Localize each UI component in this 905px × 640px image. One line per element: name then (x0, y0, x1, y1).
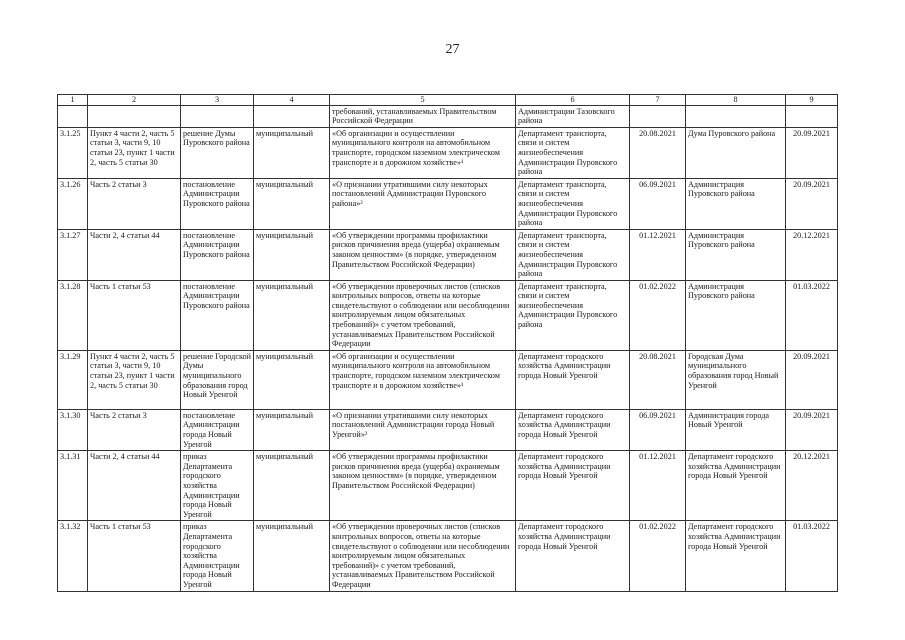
cell-title: «Об организации и осуществлении муниципального контроля на автомобильном транспорте, городском наземном электрическом транспорте и в дорожном хозяйстве»¹ (330, 127, 516, 178)
cell-date-prepare: 01.12.2021 (630, 451, 686, 521)
column-number: 6 (516, 95, 630, 106)
cell-act-type: постановление Администрации города Новый Уренгой (181, 409, 254, 450)
cell-adopting-body: Дума Пуровского района (686, 127, 786, 178)
cell-date-adopt: 20.09.2021 (786, 350, 838, 409)
column-number: 5 (330, 95, 516, 106)
cell-responsible: Департамент городского хозяйства Администрации города Новый Уренгой (516, 350, 630, 409)
cell-adopting-body: Администрация Пуровского района (686, 280, 786, 350)
cell-title: «Об утверждении проверочных листов (списков контрольных вопросов, ответы на которые свидетельствуют о соблюдении или несоблюдении контролируемым лицом обязательных требований)» с учетом требований, устанавливаемых Правительством Российской Федерации (330, 521, 516, 591)
regulations-table (57, 94, 838, 592)
cell-adopting-body: Департамент городского хозяйства Администрации города Новый Уренгой (686, 521, 786, 591)
cell-act-type: постановление Администрации Пуровского района (181, 178, 254, 229)
cell-date-adopt: 20.09.2021 (786, 178, 838, 229)
table-row (58, 127, 838, 178)
column-number: 1 (58, 95, 88, 106)
cell-responsible: Департамент транспорта, связи и систем жизнеобеспечения Администрации Пуровского района (516, 280, 630, 350)
cell-act-type: решение Думы Пуровского района (181, 127, 254, 178)
cell-title: «О признании утратившими силу некоторых постановлений Администрации города Новый Уренгой»² (330, 409, 516, 450)
column-number: 3 (181, 95, 254, 106)
table-row (58, 178, 838, 229)
column-number: 4 (254, 95, 330, 106)
cell-title: «Об организации и осуществлении муниципального контроля на автомобильном транспорте, городском наземном электрическом транспорте и в дорожном хозяйстве»¹ (330, 350, 516, 409)
cell-responsible: Департамент транспорта, связи и систем жизнеобеспечения Администрации Пуровского района (516, 229, 630, 280)
cell-num (58, 105, 88, 127)
cell-num: 3.1.31 (58, 451, 88, 521)
continuation-row (58, 105, 838, 127)
cell-title: «Об утверждении программы профилактики рисков причинения вреда (ущерба) охраняемым законом ценностям» (в порядке, утвержденном Правительством Российской Федерации) (330, 451, 516, 521)
cell-date-prepare: 01.02.2022 (630, 280, 686, 350)
cell-num: 3.1.26 (58, 178, 88, 229)
cell-num: 3.1.27 (58, 229, 88, 280)
cell-adopting-body (686, 105, 786, 127)
cell-num: 3.1.28 (58, 280, 88, 350)
cell-date-prepare (630, 105, 686, 127)
cell-date-adopt (786, 105, 838, 127)
cell-level: муниципальный (254, 178, 330, 229)
page-number: 27 (445, 42, 460, 57)
table-row (58, 350, 838, 409)
cell-responsible: Департамент городского хозяйства Администрации города Новый Уренгой (516, 451, 630, 521)
cell-provision: Часть 2 статьи 3 (88, 178, 181, 229)
cell-date-adopt: 20.09.2021 (786, 127, 838, 178)
cell-responsible: Департамент городского хозяйства Администрации города Новый Уренгой (516, 409, 630, 450)
cell-adopting-body: Городская Дума муниципального образования город Новый Уренгой (686, 350, 786, 409)
cell-responsible: Администрации Тазовского района (516, 105, 630, 127)
table-row (58, 229, 838, 280)
cell-date-prepare: 01.12.2021 (630, 229, 686, 280)
cell-responsible: Департамент транспорта, связи и систем жизнеобеспечения Администрации Пуровского района (516, 127, 630, 178)
cell-provision: Часть 1 статьи 53 (88, 521, 181, 591)
cell-level: муниципальный (254, 451, 330, 521)
cell-title: «Об утверждении проверочных листов (списков контрольных вопросов, ответы на которые свидетельствуют о соблюдении или несоблюдении контролируемым лицом обязательных требований)» с учетом требований, устанавливаемых Правительством Российской Федерации (330, 280, 516, 350)
cell-title: требований, устанавливаемых Правительством Российской Федерации (330, 105, 516, 127)
cell-act-type: постановление Администрации Пуровского района (181, 280, 254, 350)
cell-level: муниципальный (254, 127, 330, 178)
cell-date-prepare: 01.02.2022 (630, 521, 686, 591)
cell-date-adopt: 20.09.2021 (786, 409, 838, 450)
cell-num: 3.1.25 (58, 127, 88, 178)
cell-date-adopt: 20.12.2021 (786, 451, 838, 521)
cell-level: муниципальный (254, 409, 330, 450)
cell-date-prepare: 20.08.2021 (630, 127, 686, 178)
cell-provision: Часть 2 статьи 3 (88, 409, 181, 450)
cell-provision: Пункт 4 части 2, часть 5 статьи 3, части 9, 10 статьи 23, пункт 1 части 2, часть 5 статьи 30 (88, 127, 181, 178)
cell-date-adopt: 20.12.2021 (786, 229, 838, 280)
column-number: 2 (88, 95, 181, 106)
cell-date-adopt: 01.03.2022 (786, 521, 838, 591)
cell-date-prepare: 06.09.2021 (630, 409, 686, 450)
cell-adopting-body: Администрация Пуровского района (686, 178, 786, 229)
cell-date-prepare: 20.08.2021 (630, 350, 686, 409)
cell-num: 3.1.32 (58, 521, 88, 591)
column-number: 8 (686, 95, 786, 106)
cell-level: муниципальный (254, 521, 330, 591)
cell-act-type (181, 105, 254, 127)
cell-provision (88, 105, 181, 127)
cell-level: муниципальный (254, 350, 330, 409)
cell-act-type: приказ Департамента городского хозяйства Администрации города Новый Уренгой (181, 451, 254, 521)
cell-responsible: Департамент транспорта, связи и систем жизнеобеспечения Администрации Пуровского района (516, 178, 630, 229)
cell-date-prepare: 06.09.2021 (630, 178, 686, 229)
cell-provision: Пункт 4 части 2, часть 5 статьи 3, части 9, 10 статьи 23, пункт 1 части 2, часть 5 статьи 30 (88, 350, 181, 409)
cell-act-type: решение Городской Думы муниципального образования город Новый Уренгой (181, 350, 254, 409)
cell-act-type: постановление Администрации Пуровского района (181, 229, 254, 280)
cell-title: «О признании утратившими силу некоторых постановлений Администрации Пуровского района»² (330, 178, 516, 229)
cell-adopting-body: Администрация Пуровского района (686, 229, 786, 280)
cell-act-type: приказ Департамента городского хозяйства Администрации города Новый Уренгой (181, 521, 254, 591)
table-row (58, 280, 838, 350)
column-numbers-row (58, 95, 838, 106)
cell-level: муниципальный (254, 229, 330, 280)
cell-adopting-body: Администрация города Новый Уренгой (686, 409, 786, 450)
cell-level: муниципальный (254, 280, 330, 350)
cell-level (254, 105, 330, 127)
column-number: 9 (786, 95, 838, 106)
cell-adopting-body: Департамент городского хозяйства Администрации города Новый Уренгой (686, 451, 786, 521)
table-row (58, 451, 838, 521)
cell-title: «Об утверждении программы профилактики рисков причинения вреда (ущерба) охраняемым законом ценностям» (в порядке, утвержденном Правительством Российской Федерации) (330, 229, 516, 280)
column-number: 7 (630, 95, 686, 106)
cell-num: 3.1.30 (58, 409, 88, 450)
cell-date-adopt: 01.03.2022 (786, 280, 838, 350)
cell-provision: Части 2, 4 статьи 44 (88, 229, 181, 280)
cell-num: 3.1.29 (58, 350, 88, 409)
table-row (58, 521, 838, 591)
cell-provision: Части 2, 4 статьи 44 (88, 451, 181, 521)
cell-provision: Часть 1 статьи 53 (88, 280, 181, 350)
table-row (58, 409, 838, 450)
cell-responsible: Департамент городского хозяйства Администрации города Новый Уренгой (516, 521, 630, 591)
